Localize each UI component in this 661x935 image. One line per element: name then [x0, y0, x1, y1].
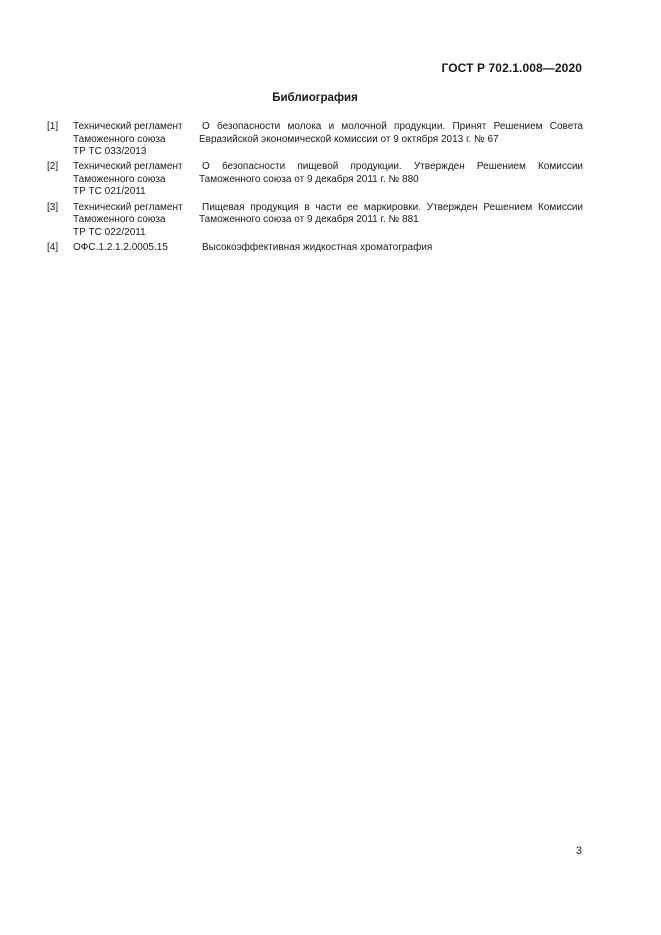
bibliography-entry: [47, 202, 583, 240]
entry-description: О безопасности пищевой продукции. Утвержден Решением Комиссии Таможенного союза от 9 декабря 2011 г. № 880: [199, 161, 583, 185]
page-number: 3: [575, 845, 582, 857]
entry-description: Пищевая продукция в части ее маркировки. Утвержден Решением Комиссии Таможенного союза от 9 декабря 2011 г. № 881: [199, 201, 583, 226]
entry-number: [3]: [47, 201, 59, 213]
entry-source-line: Технический регламент: [73, 121, 183, 132]
entry-source-line: ТР ТС 021/2011: [73, 186, 146, 198]
entry-source-line: Таможенного союза: [73, 173, 166, 185]
bibliography-entry: [47, 242, 583, 255]
entry-source: [73, 202, 199, 240]
entry-source: [73, 161, 199, 199]
document-code: ГОСТ Р 702.1.008—2020: [441, 61, 582, 75]
entry-source-line: Технический регламент: [73, 201, 183, 213]
section-title: Библиография: [272, 92, 358, 104]
entry-source-line: ТР ТС 033/2013: [73, 146, 147, 158]
entry-number: [2]: [47, 161, 59, 173]
entry-source: [73, 121, 199, 159]
entry-number: [4]: [47, 241, 59, 253]
entry-description: О безопасности молока и молочной продукции. Принят Решением Совета Евразийской экономической комиссии от 9 октября 2013 г. № 67: [199, 121, 583, 145]
entry-source-line: ОФС.1.2.1.2.0005.15: [73, 241, 168, 253]
entry-description: Высокоэффективная жидкостная хроматография: [202, 241, 433, 253]
entry-number: [1]: [47, 121, 59, 132]
entry-source-line: Таможенного союза: [73, 133, 166, 145]
bibliography-entry: [47, 161, 583, 199]
bibliography-entry: [47, 121, 583, 159]
bibliography-list: [47, 121, 583, 257]
entry-source-line: ТР ТС 022/2011: [73, 226, 146, 238]
entry-source: [73, 242, 199, 255]
entry-source-line: Технический регламент: [73, 161, 183, 173]
entry-source-line: Таможенного союза: [73, 214, 166, 226]
